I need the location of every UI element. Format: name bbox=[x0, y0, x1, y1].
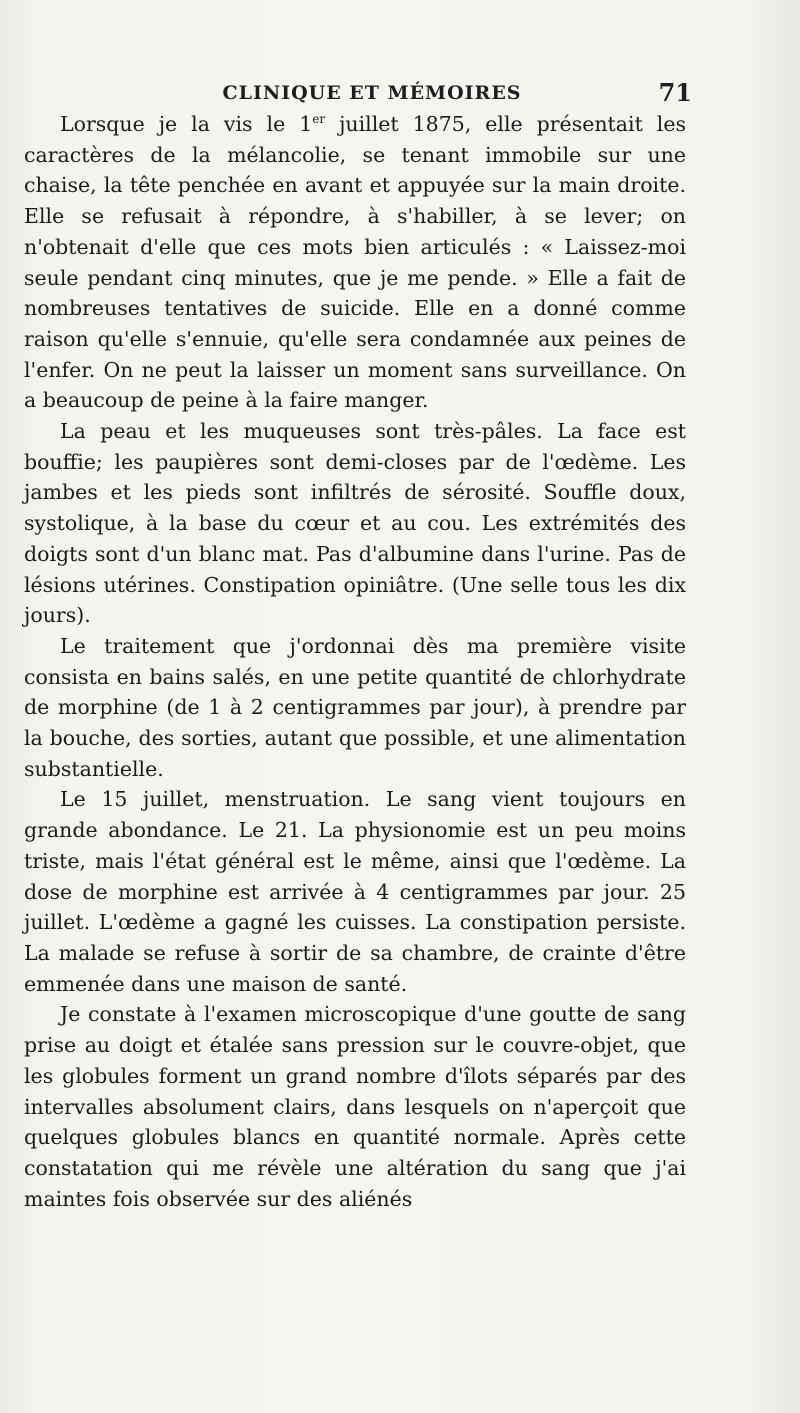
paragraph-2: La peau et les muqueuses sont très-pâles. La face est bouffie; les paupières sont demi-closes par de l'œdème. Les jambes et les pieds sont infiltrés de sérosité. Souffle doux, systolique, à la base du cœur et au cou. Les extrémités des doigts sont d'un blanc mat. Pas d'albumine dans l'urine. Pas de lésions utérines. Constipation opiniâtre. (Une selle tous les dix jours). bbox=[24, 419, 686, 628]
superscript-er: er bbox=[312, 112, 326, 127]
paragraph-1 bbox=[24, 109, 686, 416]
page-header bbox=[52, 78, 692, 108]
paragraph-5: Je constate à l'examen microscopique d'une goutte de sang prise au doigt et étalée sans pression sur le couvre-objet, que les globules forment un grand nombre d'îlots séparés par des intervalles absolument clairs, dans lesquels on n'aperçoit que quelques globules blancs en quantité normale. Après cette constatation qui me révèle une altération du sang que j'ai maintes fois observée sur des aliénés bbox=[24, 1002, 686, 1211]
paragraph-3: Le traitement que j'ordonnai dès ma première visite consista en bains salés, en une petite quantité de chlorhydrate de morphine (de 1 à 2 centigrammes par jour), à prendre par la bouche, des sorties, autant que possible, et une alimentation substantielle. bbox=[24, 633, 686, 781]
paragraph-4: Le 15 juillet, menstruation. Le sang vient toujours en grande abondance. Le 21. La physionomie est un peu moins triste, mais l'état général est le même, ainsi que l'œdème. La dose de morphine est arrivée à 4 centigrammes par jour. 25 juillet. L'œdème a gagné les cuisses. La constipation persiste. La malade se refuse à sortir de sa chambre, de crainte d'être emmenée dans une maison de santé. bbox=[24, 787, 686, 996]
page-number: 71 bbox=[658, 78, 692, 107]
paragraph-1-start: Lorsque je la vis le 1 bbox=[60, 112, 313, 136]
running-title: CLINIQUE ET MÉMOIRES bbox=[222, 82, 522, 104]
body-text bbox=[24, 109, 686, 1214]
paragraph-1-rest: juillet 1875, elle présentait les caractères de la mélancolie, se tenant immobile sur une chaise, la tête penchée en avant et appuyée sur la main droite. Elle se refusait à répondre, à s'habiller, à se lever; on n'obtenait d'elle que ces mots bien articulés : « Laissez-moi seule pendant cinq minutes, que je me pende. » Elle a fait de nombreuses tentatives de suicide. Elle en a donné comme raison qu'elle s'ennuie, qu'elle sera condamnée aux peines de l'enfer. On ne peut la laisser un moment sans surveillance. On a beaucoup de peine à la faire manger. bbox=[24, 112, 686, 413]
